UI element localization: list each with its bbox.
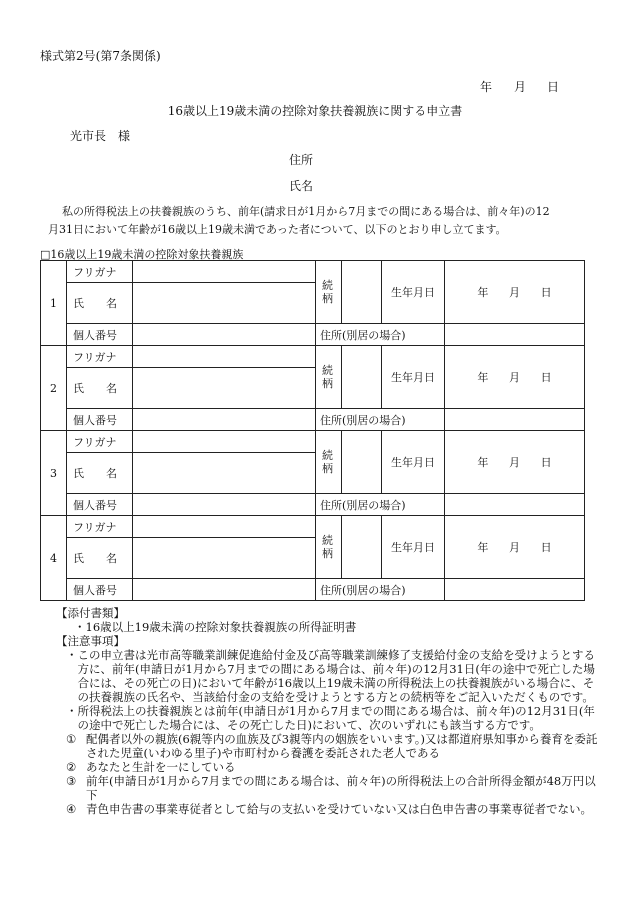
mynumber-row [41, 409, 585, 431]
furigana-field[interactable] [133, 261, 316, 283]
date-day-label: 日 [547, 80, 560, 94]
attachments-heading: 【添付書類】 [56, 606, 125, 620]
birthdate-field[interactable] [445, 346, 585, 409]
intro-text-line2: 月31日において年齢が16歳以上19歳未満であった者について、以下のとおり申し立てます。 [48, 223, 507, 236]
dependent-row [41, 516, 585, 538]
dependent-row [41, 261, 585, 283]
furigana-label: フリガナ [67, 261, 133, 283]
birth-day-label: 日 [540, 286, 552, 299]
name-field[interactable] [133, 283, 316, 324]
mynumber-field[interactable] [133, 579, 316, 601]
mynumber-row [41, 324, 585, 346]
note-bullet: ・ [66, 704, 78, 718]
address-field[interactable] [445, 409, 585, 431]
document-title: 16歳以上19歳未満の控除対象扶養親族に関する申立書 [167, 104, 463, 118]
attachments-item: ・16歳以上19歳未満の控除対象扶養親族の所得証明書 [74, 620, 357, 634]
mynumber-row [41, 494, 585, 516]
condition-text: 青色申告書の事業専従者として給与の支払いを受けていない又は白色申告書の事業専従者でない。 [86, 802, 592, 816]
mynumber-field[interactable] [133, 324, 316, 346]
relation-field[interactable] [342, 431, 382, 494]
note-item-2 [66, 704, 600, 732]
birthdate-field[interactable] [445, 431, 585, 494]
applicant-address-label: 住所 [289, 153, 314, 167]
furigana-label: フリガナ [67, 431, 133, 453]
address-label: 住所(別居の場合) [316, 409, 445, 431]
birthdate-field[interactable] [445, 516, 585, 579]
mynumber-field[interactable] [133, 409, 316, 431]
birthdate-label: 生年月日 [382, 261, 445, 324]
mynumber-row [41, 579, 585, 601]
date-month-label: 月 [514, 80, 527, 94]
note-text: 所得税法上の扶養親族とは前年(申請日が1月から7月までの間にある場合は、前々年)の12月31日(年の途中で死亡した場合には、その死亡した日)において、次のいずれにも該当する方です。 [77, 704, 595, 732]
name-label: 氏 名 [67, 368, 133, 409]
birthdate-label: 生年月日 [382, 516, 445, 579]
furigana-field[interactable] [133, 346, 316, 368]
address-field[interactable] [445, 324, 585, 346]
condition-mark: ④ [66, 802, 77, 816]
birth-year-label: 年 [477, 541, 489, 554]
form-number: 様式第2号(第7条関係) [40, 49, 161, 63]
birth-day-label: 日 [540, 371, 552, 384]
condition-1 [66, 732, 600, 760]
birth-month-label: 月 [508, 286, 520, 299]
address-label: 住所(別居の場合) [316, 579, 445, 601]
date-year-label: 年 [480, 80, 493, 94]
condition-3 [66, 774, 600, 802]
condition-4 [66, 802, 600, 816]
notes-heading: 【注意事項】 [56, 634, 125, 648]
mynumber-label: 個人番号 [67, 324, 133, 346]
relation-field[interactable] [342, 516, 382, 579]
address-label: 住所(別居の場合) [316, 324, 445, 346]
condition-mark: ③ [66, 774, 77, 788]
relation-label: 続柄 [316, 346, 342, 409]
row-number: 2 [41, 346, 67, 431]
relation-label: 続柄 [316, 431, 342, 494]
mynumber-label: 個人番号 [67, 409, 133, 431]
condition-text: あなたと生計を一にしている [86, 760, 236, 774]
birthdate-label: 生年月日 [382, 431, 445, 494]
birthdate-field[interactable] [445, 261, 585, 324]
birth-year-label: 年 [477, 286, 489, 299]
relation-field[interactable] [342, 261, 382, 324]
name-label: 氏 名 [67, 283, 133, 324]
mynumber-label: 個人番号 [67, 494, 133, 516]
mynumber-field[interactable] [133, 494, 316, 516]
relation-field[interactable] [342, 346, 382, 409]
condition-mark: ② [66, 760, 77, 774]
name-label: 氏 名 [67, 453, 133, 494]
row-number: 1 [41, 261, 67, 346]
section-title: □16歳以上19歳未満の控除対象扶養親族 [40, 248, 244, 261]
condition-text: 配偶者以外の親族(6親等内の血族及び3親等内の姻族をいいます。)又は都道府県知事から養育を委託された児童(いわゆる里子)や市町村から養護を委託された老人である [86, 732, 598, 760]
birth-month-label: 月 [508, 456, 520, 469]
address-field[interactable] [445, 494, 585, 516]
furigana-field[interactable] [133, 431, 316, 453]
birth-day-label: 日 [540, 541, 552, 554]
condition-text: 前年(申請日が1月から7月までの間にある場合は、前々年)の所得税法上の合計所得金額が48万円以下 [86, 774, 596, 802]
birth-day-label: 日 [540, 456, 552, 469]
name-field[interactable] [133, 368, 316, 409]
relation-label: 続柄 [316, 516, 342, 579]
name-field[interactable] [133, 453, 316, 494]
address-field[interactable] [445, 579, 585, 601]
condition-mark: ① [66, 732, 77, 746]
birth-month-label: 月 [508, 541, 520, 554]
mynumber-label: 個人番号 [67, 579, 133, 601]
addressee: 光市長 様 [70, 129, 131, 143]
birth-year-label: 年 [477, 371, 489, 384]
dependent-row [41, 431, 585, 453]
birth-year-label: 年 [477, 456, 489, 469]
condition-2 [66, 760, 600, 774]
note-bullet: ・ [66, 648, 78, 662]
name-label: 氏 名 [67, 538, 133, 579]
birthdate-label: 生年月日 [382, 346, 445, 409]
note-text: この申立書は光市高等職業訓練促進給付金及び高等職業訓練修了支援給付金の支給を受けようとする方に、前年(申請日が1月から7月までの間にある場合は、前々年)の12月31日(年の途中で死亡した場合には、その死亡の日)において年齢が16歳以上19歳未満の所得税法上の扶養親族がいる場合に、その扶養親族の氏名や、当該給付金の支給を受けようとする方との続柄等をご記入いただくものです。 [77, 648, 595, 704]
furigana-field[interactable] [133, 516, 316, 538]
dependent-row [41, 346, 585, 368]
intro-text-line1: 私の所得税法上の扶養親族のうち、前年(請求日が1月から7月までの間にある場合は、前々年)の12 [62, 205, 550, 218]
address-label: 住所(別居の場合) [316, 494, 445, 516]
furigana-label: フリガナ [67, 346, 133, 368]
applicant-name-label: 氏名 [289, 179, 314, 193]
birth-month-label: 月 [508, 371, 520, 384]
name-field[interactable] [133, 538, 316, 579]
relation-label: 続柄 [316, 261, 342, 324]
notes-section [56, 606, 600, 816]
dependents-table [40, 260, 585, 601]
note-item-1 [66, 648, 600, 704]
furigana-label: フリガナ [67, 516, 133, 538]
row-number: 3 [41, 431, 67, 516]
row-number: 4 [41, 516, 67, 601]
